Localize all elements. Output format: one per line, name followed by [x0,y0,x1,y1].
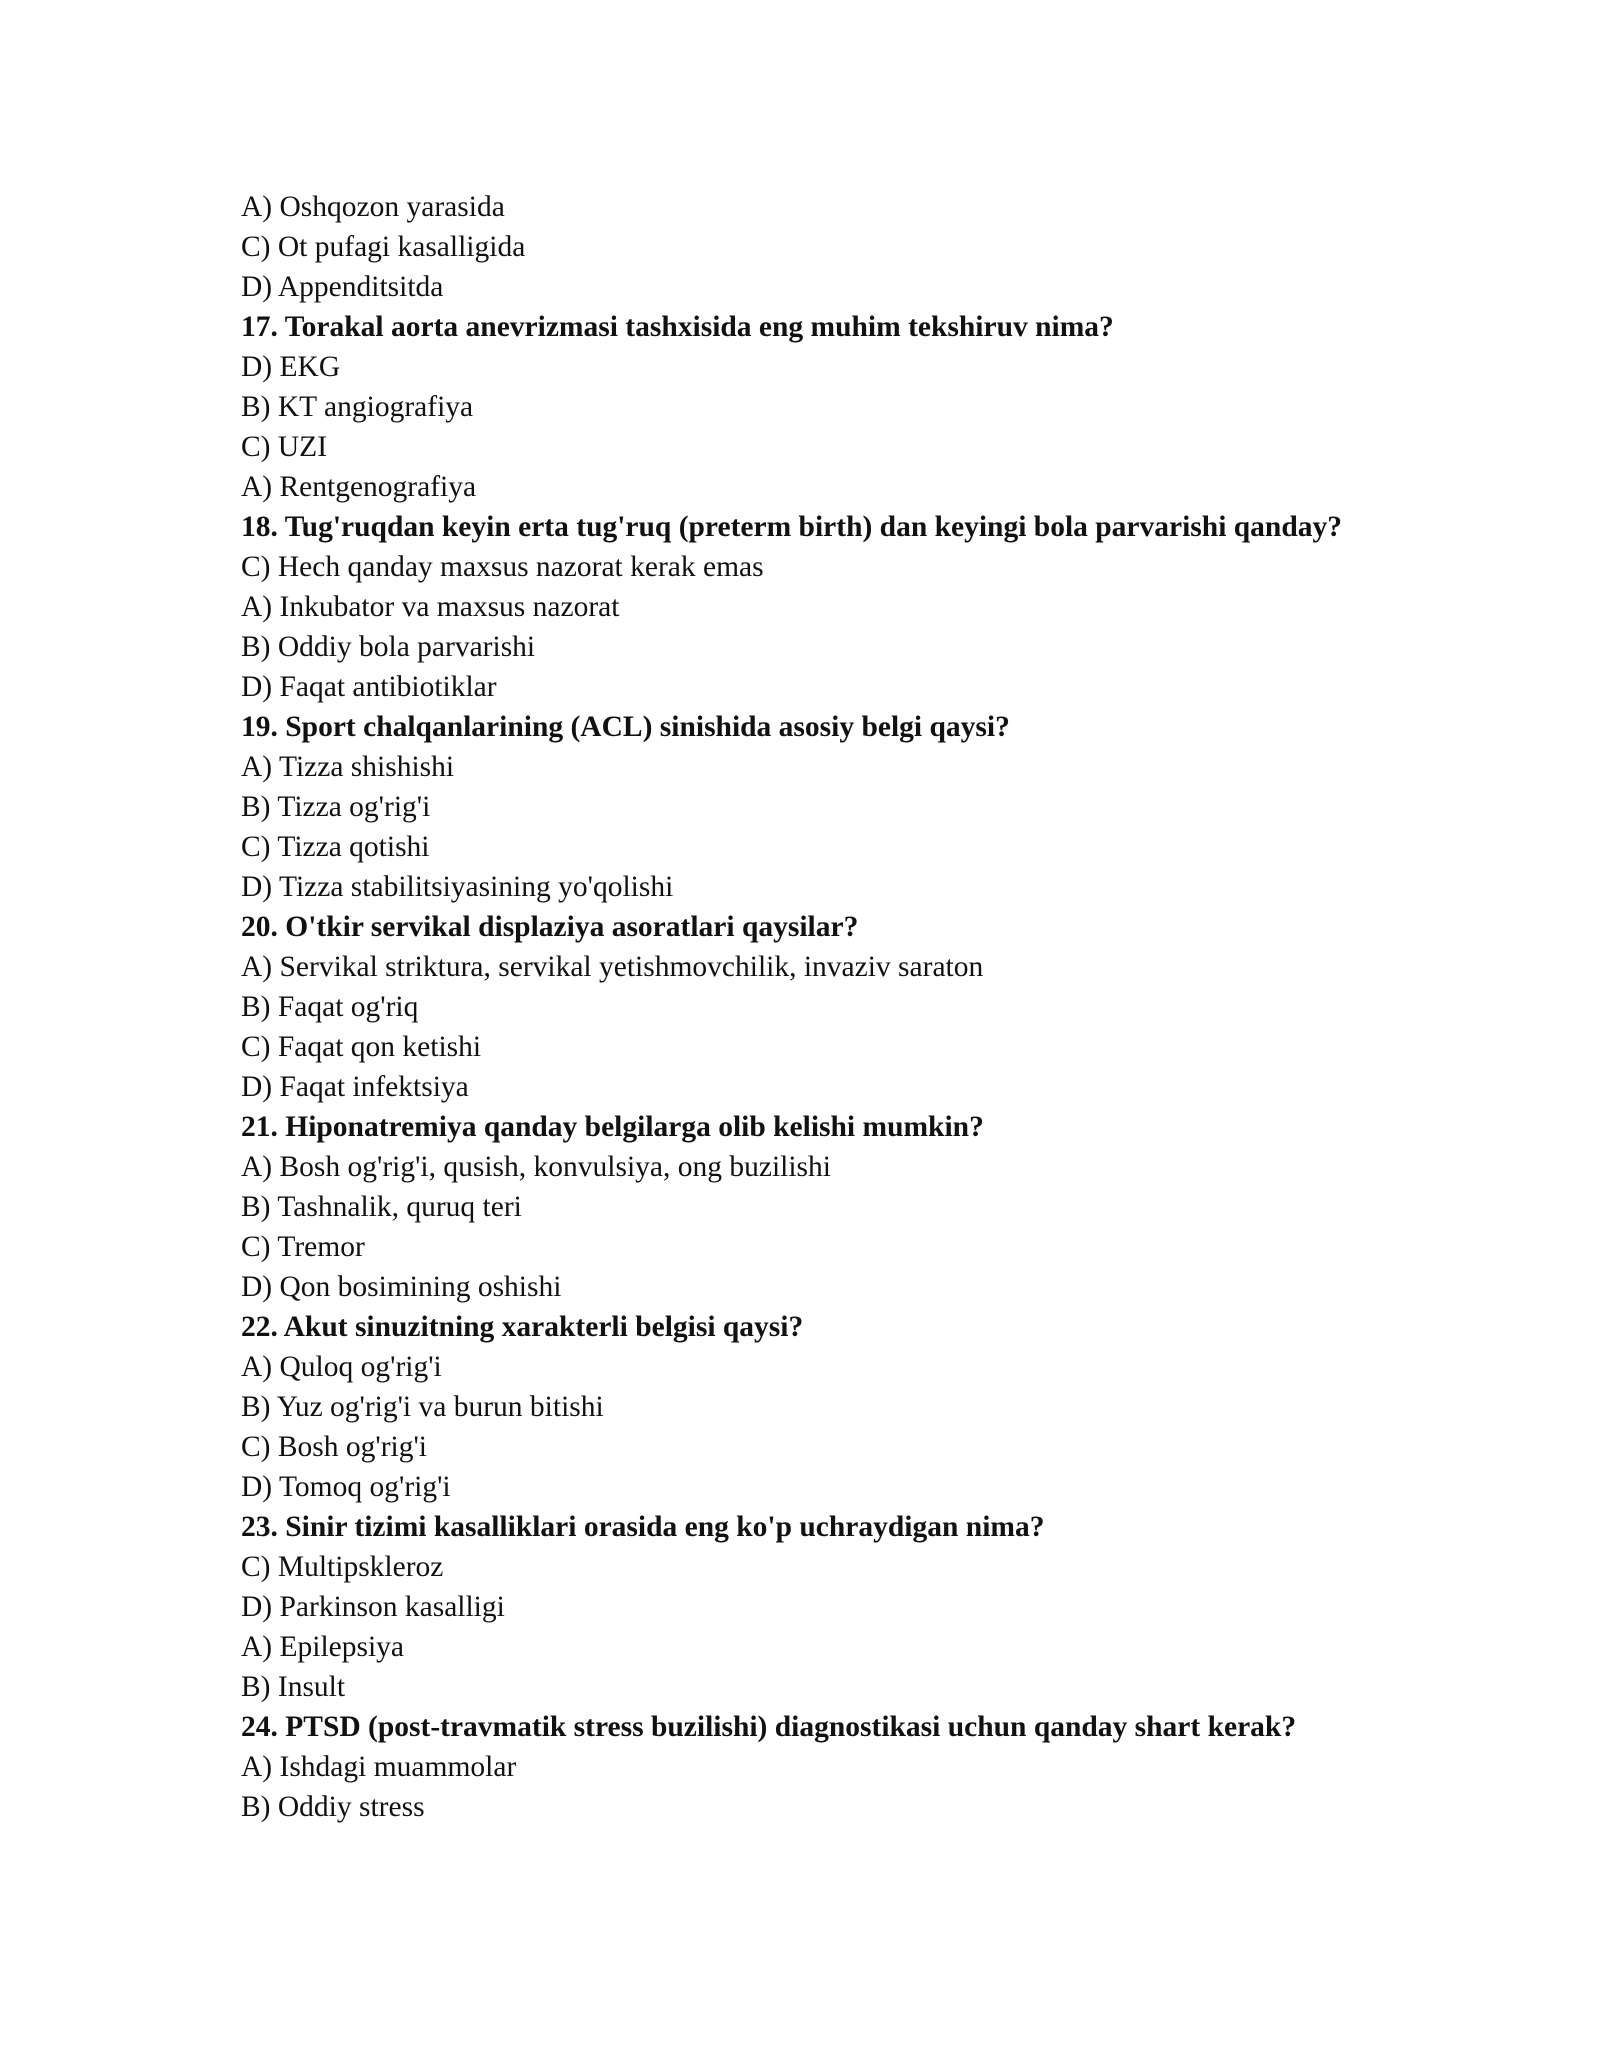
answer-option: D) Qon bosimining oshishi [241,1271,562,1303]
answer-option: A) Tizza shishishi [241,751,455,783]
question-17: 17. Torakal aorta anevrizmasi tashxisida eng muhim tekshiruv nima? [241,311,1114,343]
answer-option: B) Tizza og'rig'i [241,791,431,823]
answer-option: C) Bosh og'rig'i [241,1431,428,1463]
answer-option: B) KT angiografiya [241,391,474,423]
answer-option: B) Oddiy stress [241,1791,425,1823]
answer-option: D) EKG [241,351,341,383]
answer-option: D) Tomoq og'rig'i [241,1471,451,1503]
answer-option: D) Parkinson kasalligi [241,1591,505,1623]
answer-option: A) Quloq og'rig'i [241,1351,442,1383]
answer-option: A) Inkubator va maxsus nazorat [241,591,620,623]
answer-option: B) Yuz og'rig'i va burun bitishi [241,1391,604,1423]
answer-option: B) Oddiy bola parvarishi [241,631,536,663]
answer-option: A) Rentgenografiya [241,471,477,503]
question-22: 22. Akut sinuzitning xarakterli belgisi qaysi? [241,1311,804,1343]
answer-option: C) Faqat qon ketishi [241,1031,482,1063]
answer-option: A) Ishdagi muammolar [241,1751,517,1783]
answer-option: D) Faqat antibiotiklar [241,671,497,703]
answer-option: B) Insult [241,1671,346,1703]
quiz-content [241,187,1401,1827]
answer-option: A) Servikal striktura, servikal yetishmovchilik, invaziv saraton [241,951,984,983]
answer-option: C) UZI [241,431,328,463]
question-23: 23. Sinir tizimi kasalliklari orasida eng ko'p uchraydigan nima? [241,1511,1045,1543]
question-21: 21. Hiponatremiya qanday belgilarga olib kelishi mumkin? [241,1111,984,1143]
answer-option: D) Faqat infektsiya [241,1071,469,1103]
answer-option: C) Tremor [241,1231,365,1263]
answer-option: C) Ot pufagi kasalligida [241,231,526,263]
answer-option: A) Epilepsiya [241,1631,405,1663]
answer-option: B) Tashnalik, quruq teri [241,1191,522,1223]
answer-option: C) Tizza qotishi [241,831,430,863]
answer-option: D) Tizza stabilitsiyasining yo'qolishi [241,871,674,903]
answer-option: D) Appenditsitda [241,271,444,303]
answer-option: A) Bosh og'rig'i, qusish, konvulsiya, ong buzilishi [241,1151,831,1183]
answer-option: C) Hech qanday maxsus nazorat kerak emas [241,551,764,583]
answer-option: A) Oshqozon yarasida [241,191,505,223]
answer-option: C) Multipskleroz [241,1551,444,1583]
question-24: 24. PTSD (post-travmatik stress buzilishi) diagnostikasi uchun qanday shart kerak? [241,1711,1297,1743]
question-19: 19. Sport chalqanlarining (ACL) sinishida asosiy belgi qaysi? [241,711,1010,743]
question-20: 20. O'tkir servikal displaziya asoratlari qaysilar? [241,911,859,943]
answer-option: B) Faqat og'riq [241,991,419,1023]
question-18: 18. Tug'ruqdan keyin erta tug'ruq (preterm birth) dan keyingi bola parvarishi qanday? [241,511,1342,543]
